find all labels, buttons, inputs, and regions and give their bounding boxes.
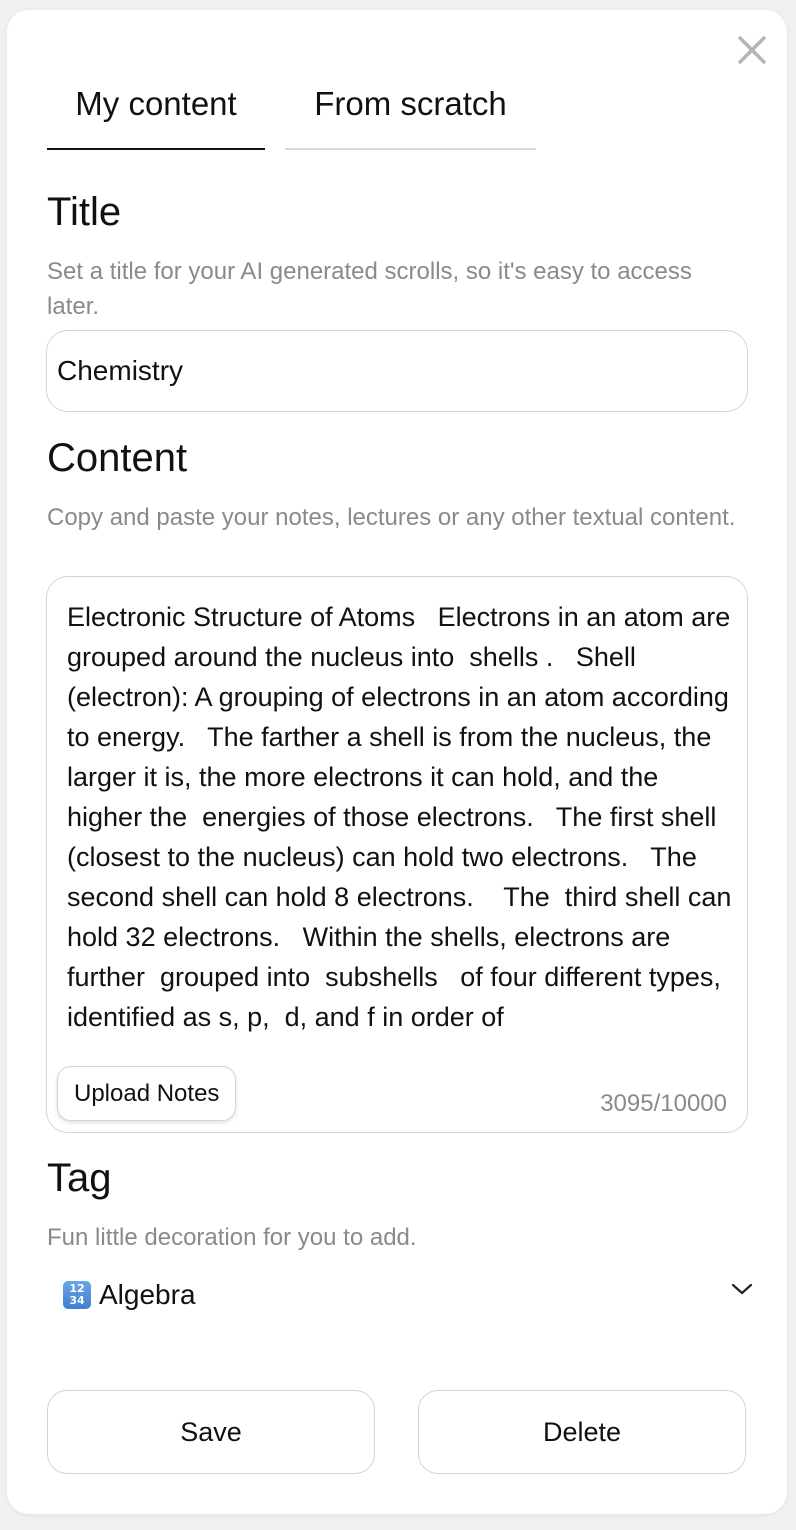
title-hint: Set a title for your AI generated scrolls, so it's easy to access later. bbox=[47, 258, 692, 320]
tab-my-content[interactable]: My content bbox=[47, 70, 265, 150]
numbers-emoji-icon: 12 34 bbox=[63, 1281, 91, 1309]
title-input[interactable] bbox=[46, 330, 748, 412]
tag-selected-value: Algebra bbox=[99, 1279, 196, 1310]
content-textarea[interactable] bbox=[46, 576, 748, 1133]
content-label: Content bbox=[47, 436, 188, 480]
chevron-down-icon[interactable] bbox=[731, 1282, 753, 1301]
tag-hint: Fun little decoration for you to add. bbox=[47, 1224, 417, 1251]
delete-button[interactable]: Delete bbox=[418, 1390, 746, 1474]
close-icon[interactable] bbox=[736, 34, 768, 66]
content-text[interactable]: Electronic Structure of Atoms Electrons in an atom are grouped around the nucleus into shells . Shell (electron): A grouping of electrons in an atom according to energy. The farther a shell is from the nucleus, the larger it is, the more electrons it can hold, and the higher the energies of those electrons. The first shell (closest to the nucleus) can hold two electrons. The second shell can hold 8 electrons. The third shell can hold 32 electrons. Within the shells, electrons are further grouped into subshells of four different types, identified as s, p, d, and f in order of bbox=[67, 602, 739, 1032]
title-label: Title bbox=[47, 190, 122, 234]
edit-scroll-modal bbox=[7, 10, 787, 1514]
character-count: 3095/10000 bbox=[600, 1090, 727, 1117]
tag-label: Tag bbox=[47, 1156, 112, 1200]
tab-from-scratch[interactable]: From scratch bbox=[285, 70, 536, 150]
upload-notes-button[interactable]: Upload Notes bbox=[57, 1066, 236, 1121]
save-button[interactable]: Save bbox=[47, 1390, 375, 1474]
tag-select[interactable] bbox=[63, 1272, 753, 1318]
content-hint: Copy and paste your notes, lectures or any other textual content. bbox=[47, 504, 736, 531]
content-source-tabs bbox=[47, 70, 547, 150]
